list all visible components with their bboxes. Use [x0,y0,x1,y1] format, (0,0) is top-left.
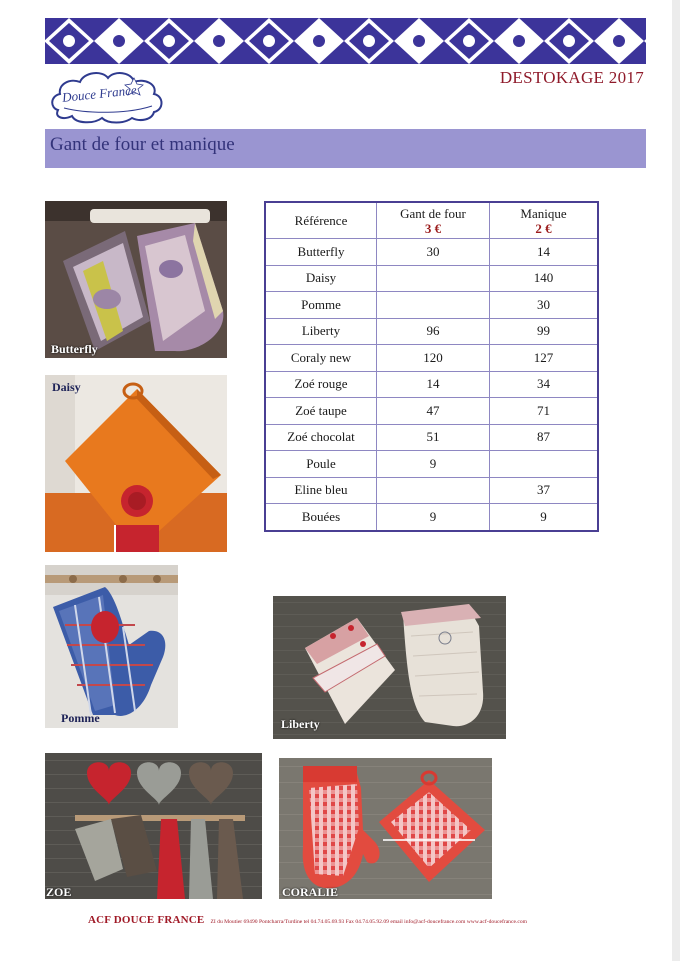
header-manique-label: Manique [520,205,567,221]
table-row [265,504,598,531]
table-cell-ref: Daisy [265,265,377,292]
table-cell-ref: Zoé rouge [265,371,377,398]
table-cell-manique: 87 [490,424,599,451]
table-cell-gant: 9 [377,504,490,531]
table-cell-manique: 71 [490,398,599,425]
header-manique [490,202,599,239]
band-dot [213,35,225,47]
table-cell-manique: 140 [490,265,599,292]
table-row [265,424,598,451]
douce-france-logo [48,68,168,126]
table-header-row [265,202,598,239]
table-cell-ref: Poule [265,451,377,478]
band-dot [113,35,125,47]
header-manique-price: 2 € [535,220,552,236]
table-cell-ref: Butterfly [265,239,377,266]
table-cell-ref: Zoé taupe [265,398,377,425]
table-cell-ref: Bouées [265,504,377,531]
table-cell-gant [377,292,490,319]
photo-butterfly [45,201,227,358]
table-cell-manique: 30 [490,292,599,319]
table-cell-manique: 9 [490,504,599,531]
band-dot [263,35,275,47]
destokage-title: DESTOKAGE 2017 [499,68,644,87]
photo-label-daisy: Daisy [52,380,81,394]
stock-table [264,201,599,532]
band-dot [313,35,325,47]
decorative-band [45,18,646,64]
table-cell-manique: 127 [490,345,599,372]
table-cell-gant: 96 [377,318,490,345]
photo-label-butterfly: Butterfly [51,342,98,356]
oven-mitt-pomme-icon [45,565,178,728]
diamond-pattern-icon [45,18,646,64]
table-cell-manique: 99 [490,318,599,345]
band-dot [513,35,525,47]
band-dot [413,35,425,47]
table-cell-manique: 37 [490,477,599,504]
band-dot [463,35,475,47]
table-cell-manique: 34 [490,371,599,398]
photo-pomme [45,565,178,728]
table-cell-ref: Zoé chocolat [265,424,377,451]
table-cell-gant: 51 [377,424,490,451]
band-dot [563,35,575,47]
photo-zoe [45,753,262,899]
table-row [265,398,598,425]
table-cell-ref: Pomme [265,292,377,319]
table-row [265,371,598,398]
band-dot [613,35,625,47]
table-row [265,292,598,319]
photo-label-zoe: ZOE [46,885,72,899]
photo-label-pomme: Pomme [61,711,100,725]
table-cell-manique [490,451,599,478]
table-row [265,477,598,504]
section-title: Gant de four et manique [50,134,235,155]
photo-label-liberty: Liberty [281,717,320,731]
table-cell-ref: Liberty [265,318,377,345]
table-row [265,318,598,345]
header-gant-price: 3 € [424,220,442,236]
table-cell-gant: 47 [377,398,490,425]
table-cell-manique: 14 [490,239,599,266]
footer-address: ZI du Moutier 69490 Pontcharra/Turdine tel 04.74.05.69.93 Fax 04.74.05.92.09 email info@acf-doucefrance.com www.acf-doucefrance.com [210,919,527,925]
table-row [265,451,598,478]
footer [88,910,527,928]
table-cell-gant: 120 [377,345,490,372]
table-row [265,345,598,372]
oven-mitt-butterfly-icon [45,201,227,358]
section-title-bar [45,129,646,168]
photo-coralie [279,758,492,899]
table-cell-gant: 30 [377,239,490,266]
photo-liberty [273,596,506,739]
potholder-daisy-icon [45,375,227,552]
table-cell-gant [377,477,490,504]
header-gant-label: Gant de four [400,205,466,221]
page-edge [672,0,680,961]
band-dot [63,35,75,47]
footer-company: ACF DOUCE FRANCE [88,914,205,926]
table-row [265,239,598,266]
photo-label-coralie: CORALIE [282,885,339,899]
header-gant-de-four [377,202,490,239]
band-dot [363,35,375,47]
potholders-zoe-icon [45,753,262,899]
table-cell-gant: 9 [377,451,490,478]
photo-daisy [45,375,227,552]
logo-text: Douce France [61,82,138,105]
table-cell-gant [377,265,490,292]
table-row [265,265,598,292]
table-cell-ref: Coraly new [265,345,377,372]
band-dot [163,35,175,47]
table-cell-gant: 14 [377,371,490,398]
oven-mitt-coralie-icon [279,758,492,899]
header-reference: Référence [265,202,377,239]
table-cell-ref: Eline bleu [265,477,377,504]
